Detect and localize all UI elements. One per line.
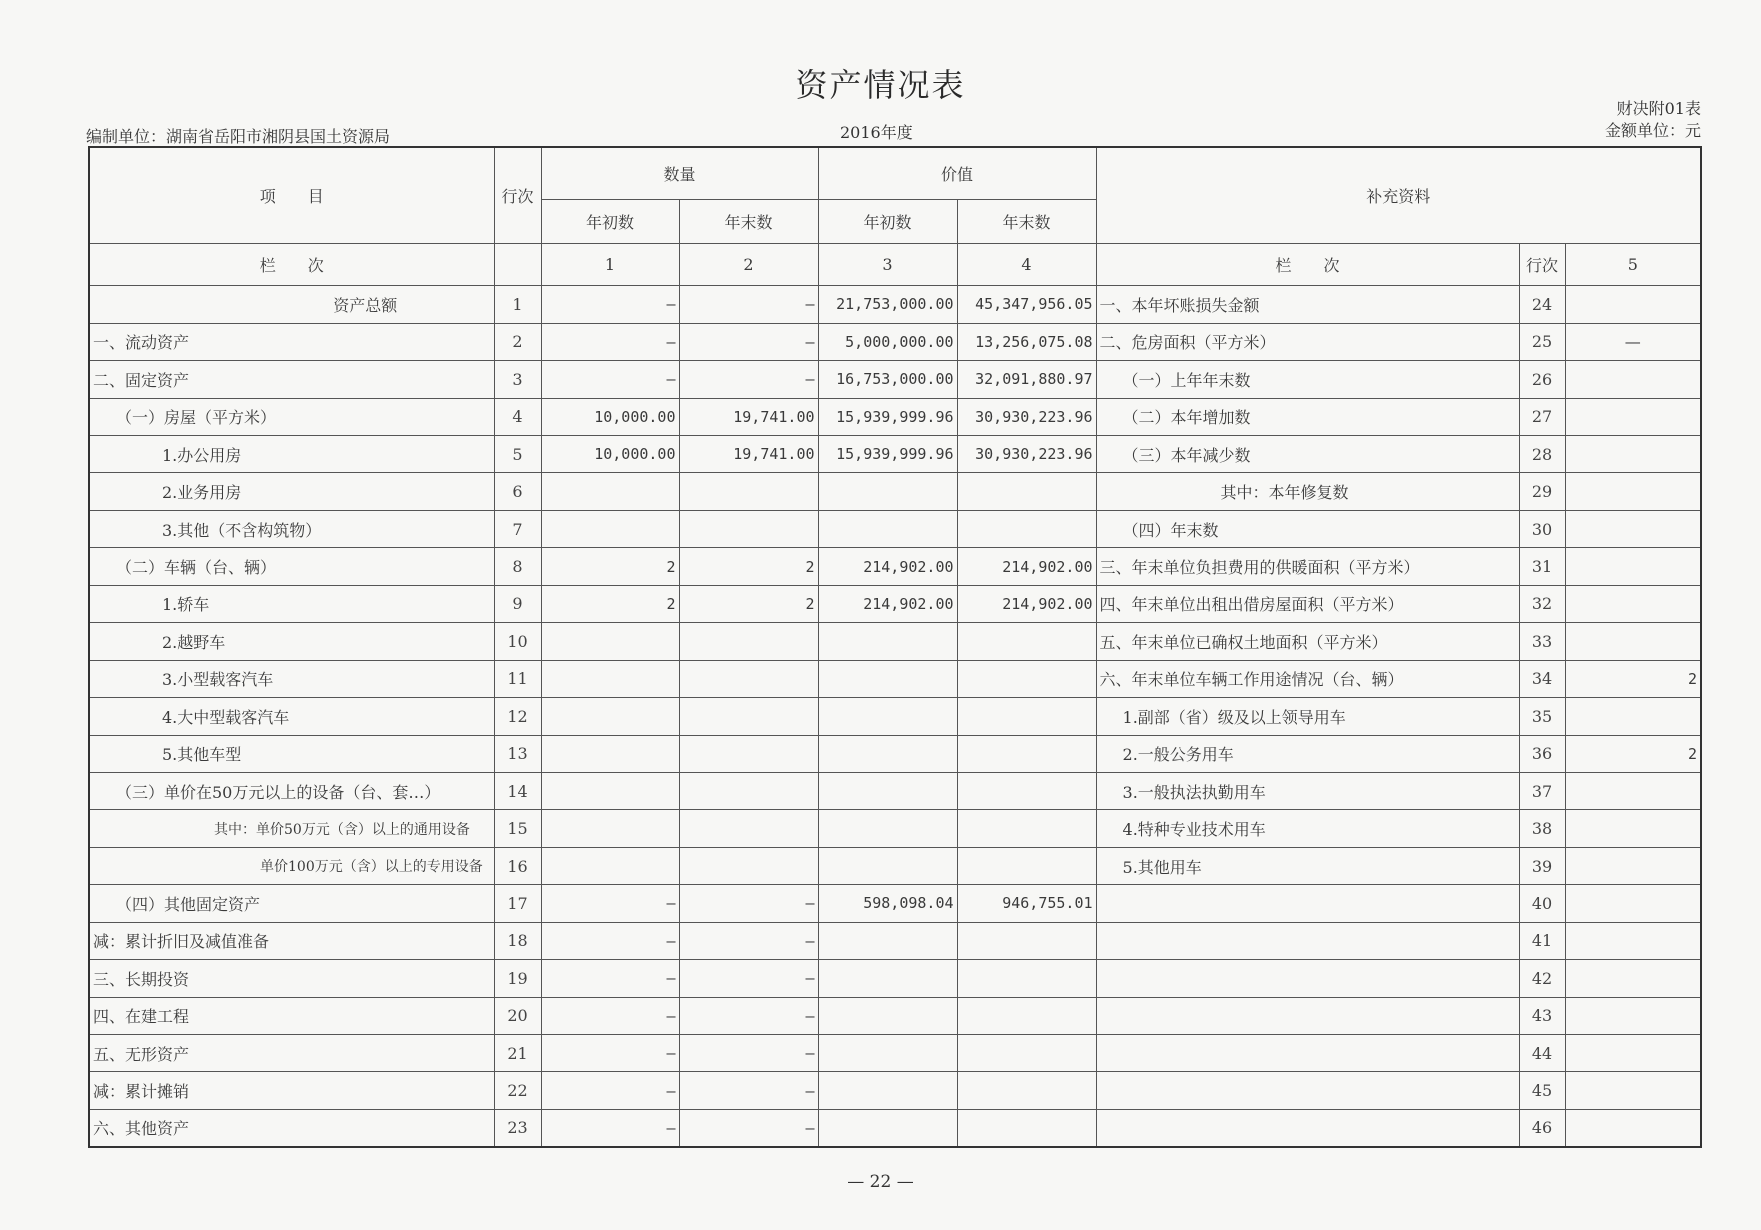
row-supplement-value [1565,922,1701,959]
row-supplement-line: 35 [1519,698,1565,735]
asset-table [88,146,1702,1148]
row-quantity-end: 2 [679,548,818,585]
supplement-column-label: 栏 次 [1096,244,1519,286]
header-quantity-end: 年末数 [679,200,818,244]
row-value-begin [818,922,957,959]
row-item: 二、固定资产 [89,361,494,398]
row-quantity-end: — [679,960,818,997]
row-item: 资产总额 [89,286,494,323]
row-quantity-end: 2 [679,585,818,622]
row-line-number: 14 [494,772,541,809]
row-value-end [957,698,1096,735]
row-quantity-begin: — [541,323,679,360]
row-item: 2.业务用房 [89,473,494,510]
table-row [89,585,1701,622]
header-value-end: 年末数 [957,200,1096,244]
row-line-number: 6 [494,473,541,510]
row-supplement-line: 38 [1519,810,1565,847]
currency-unit: 金额单位：元 [1604,121,1701,140]
row-supplement-line: 28 [1519,436,1565,473]
row-supplement-item: 二、危房面积（平方米） [1096,323,1519,360]
row-supplement-value [1565,398,1701,435]
preparing-unit: 编制单位：湖南省岳阳市湘阴县国土资源局 [86,127,391,146]
row-line-number: 16 [494,847,541,884]
page-title: 资产情况表 [795,66,966,104]
row-line-number: 13 [494,735,541,772]
table-row [89,286,1701,323]
row-supplement-value [1565,1109,1701,1147]
row-line-number: 5 [494,436,541,473]
column-number-4: 4 [957,244,1096,286]
row-line-number: 11 [494,660,541,697]
row-item: （二）车辆（台、辆） [89,548,494,585]
row-value-end [957,473,1096,510]
row-value-end [957,660,1096,697]
row-item: 单价100万元（含）以上的专用设备 [89,847,494,884]
row-quantity-end: 19,741.00 [679,398,818,435]
row-supplement-item: （二）本年增加数 [1096,398,1519,435]
header-item: 项 目 [89,147,494,244]
row-value-begin [818,698,957,735]
row-value-end: 214,902.00 [957,585,1096,622]
row-quantity-begin: — [541,1072,679,1109]
row-value-end [957,1072,1096,1109]
row-supplement-line: 24 [1519,286,1565,323]
row-quantity-begin: — [541,1035,679,1072]
row-item: （一）房屋（平方米） [89,398,494,435]
table-row [89,323,1701,360]
table-row [89,398,1701,435]
row-quantity-end: — [679,361,818,398]
row-value-begin: 214,902.00 [818,548,957,585]
row-value-end [957,1035,1096,1072]
table-row [89,922,1701,959]
row-supplement-item [1096,960,1519,997]
column-number-3: 3 [818,244,957,286]
header-line: 行次 [494,147,541,244]
row-supplement-item: （三）本年减少数 [1096,436,1519,473]
table-row [89,847,1701,884]
row-supplement-value [1565,548,1701,585]
row-quantity-end [679,473,818,510]
row-value-end: 30,930,223.96 [957,436,1096,473]
row-quantity-begin: — [541,286,679,323]
row-quantity-end [679,735,818,772]
row-supplement-item: （四）年末数 [1096,510,1519,547]
row-quantity-end [679,510,818,547]
row-item: 其中：单价50万元（含）以上的通用设备 [89,810,494,847]
row-value-begin [818,1035,957,1072]
row-supplement-item [1096,1035,1519,1072]
row-quantity-begin [541,772,679,809]
row-supplement-item: 其中：本年修复数 [1096,473,1519,510]
row-value-end [957,810,1096,847]
row-quantity-end: — [679,1035,818,1072]
row-line-number: 3 [494,361,541,398]
row-value-end [957,847,1096,884]
row-quantity-begin [541,660,679,697]
row-value-end: 32,091,880.97 [957,361,1096,398]
row-supplement-item: 三、年末单位负担费用的供暖面积（平方米） [1096,548,1519,585]
table-row [89,698,1701,735]
row-quantity-begin [541,623,679,660]
row-supplement-item: 四、年末单位出租出借房屋面积（平方米） [1096,585,1519,622]
row-supplement-value [1565,585,1701,622]
row-line-number: 9 [494,585,541,622]
row-value-end: 30,930,223.96 [957,398,1096,435]
row-item: 减：累计摊销 [89,1072,494,1109]
row-line-number: 18 [494,922,541,959]
row-supplement-item: 3.一般执法执勤用车 [1096,772,1519,809]
row-supplement-line: 30 [1519,510,1565,547]
row-quantity-end [679,847,818,884]
table-row [89,660,1701,697]
header-value: 价值 [818,147,1096,200]
row-supplement-line: 42 [1519,960,1565,997]
row-supplement-value: 2 [1565,660,1701,697]
row-supplement-value [1565,698,1701,735]
row-supplement-value [1565,847,1701,884]
table-row [89,997,1701,1034]
row-line-number: 2 [494,323,541,360]
row-line-number: 17 [494,885,541,922]
row-value-begin [818,1109,957,1147]
row-supplement-value: — [1565,323,1701,360]
row-line-number: 19 [494,960,541,997]
row-quantity-end: — [679,1072,818,1109]
row-quantity-begin [541,810,679,847]
row-quantity-end: — [679,922,818,959]
row-value-begin [818,510,957,547]
row-supplement-value [1565,510,1701,547]
header-value-begin: 年初数 [818,200,957,244]
row-quantity-begin [541,735,679,772]
row-value-begin: 214,902.00 [818,585,957,622]
row-supplement-line: 40 [1519,885,1565,922]
row-value-end [957,623,1096,660]
row-supplement-line: 36 [1519,735,1565,772]
table-row [89,548,1701,585]
row-line-number: 15 [494,810,541,847]
row-value-end [957,922,1096,959]
row-line-number: 22 [494,1072,541,1109]
table-row [89,810,1701,847]
row-quantity-end: — [679,885,818,922]
row-value-begin [818,1072,957,1109]
row-item: （三）单价在50万元以上的设备（台、套…） [89,772,494,809]
row-supplement-value [1565,623,1701,660]
row-supplement-item [1096,922,1519,959]
row-quantity-begin [541,698,679,735]
row-quantity-begin: 10,000.00 [541,398,679,435]
table-row [89,735,1701,772]
row-line-number: 4 [494,398,541,435]
row-quantity-begin [541,473,679,510]
column-label-line [494,244,541,286]
row-supplement-item: 六、年末单位车辆工作用途情况（台、辆） [1096,660,1519,697]
row-quantity-begin: 2 [541,585,679,622]
row-quantity-end [679,698,818,735]
row-value-begin [818,847,957,884]
row-supplement-item: 一、本年坏账损失金额 [1096,286,1519,323]
table-row [89,885,1701,922]
row-value-begin: 21,753,000.00 [818,286,957,323]
table-row [89,510,1701,547]
row-item: 1.轿车 [89,585,494,622]
row-supplement-line: 33 [1519,623,1565,660]
row-supplement-item: （一）上年年末数 [1096,361,1519,398]
row-supplement-line: 34 [1519,660,1565,697]
row-value-begin: 5,000,000.00 [818,323,957,360]
row-quantity-begin: — [541,922,679,959]
row-supplement-item: 五、年末单位已确权土地面积（平方米） [1096,623,1519,660]
row-value-end [957,960,1096,997]
row-item: 一、流动资产 [89,323,494,360]
header-quantity-begin: 年初数 [541,200,679,244]
row-value-begin [818,997,957,1034]
row-value-begin: 16,753,000.00 [818,361,957,398]
row-supplement-value [1565,960,1701,997]
row-line-number: 8 [494,548,541,585]
row-supplement-value [1565,810,1701,847]
row-line-number: 23 [494,1109,541,1147]
row-line-number: 10 [494,623,541,660]
row-value-end [957,735,1096,772]
row-supplement-line: 41 [1519,922,1565,959]
row-item: 四、在建工程 [89,997,494,1034]
row-quantity-begin: — [541,960,679,997]
row-quantity-end: — [679,323,818,360]
row-item: 4.大中型载客汽车 [89,698,494,735]
row-quantity-end [679,772,818,809]
row-supplement-line: 44 [1519,1035,1565,1072]
row-value-begin [818,473,957,510]
row-supplement-item [1096,997,1519,1034]
row-quantity-begin: — [541,997,679,1034]
row-quantity-begin: 10,000.00 [541,436,679,473]
row-supplement-line: 37 [1519,772,1565,809]
row-supplement-line: 31 [1519,548,1565,585]
row-quantity-end [679,660,818,697]
header-quantity: 数量 [541,147,818,200]
row-quantity-end [679,623,818,660]
row-supplement-item [1096,885,1519,922]
table-row [89,361,1701,398]
row-supplement-item [1096,1072,1519,1109]
row-value-begin [818,960,957,997]
row-supplement-value [1565,997,1701,1034]
row-value-begin: 15,939,999.96 [818,398,957,435]
row-item: 5.其他车型 [89,735,494,772]
row-value-begin: 598,098.04 [818,885,957,922]
form-number: 财决附01表 [1616,99,1701,118]
table-row [89,473,1701,510]
row-value-end [957,1109,1096,1147]
row-value-end: 45,347,956.05 [957,286,1096,323]
header-supplement: 补充资料 [1096,147,1701,244]
row-supplement-line: 43 [1519,997,1565,1034]
row-supplement-line: 39 [1519,847,1565,884]
supplement-line-header: 行次 [1519,244,1565,286]
row-supplement-item: 4.特种专业技术用车 [1096,810,1519,847]
row-supplement-value [1565,473,1701,510]
row-quantity-begin [541,847,679,884]
table-row [89,772,1701,809]
row-value-begin [818,772,957,809]
row-value-begin: 15,939,999.96 [818,436,957,473]
row-quantity-end: 19,741.00 [679,436,818,473]
row-quantity-begin: — [541,361,679,398]
row-supplement-line: 29 [1519,473,1565,510]
row-item: 三、长期投资 [89,960,494,997]
row-supplement-item: 1.副部（省）级及以上领导用车 [1096,698,1519,735]
row-supplement-item: 5.其他用车 [1096,847,1519,884]
row-supplement-item [1096,1109,1519,1147]
row-line-number: 12 [494,698,541,735]
column-number-2: 2 [679,244,818,286]
row-item: 1.办公用房 [89,436,494,473]
table-row [89,960,1701,997]
row-line-number: 7 [494,510,541,547]
row-supplement-line: 27 [1519,398,1565,435]
column-label: 栏 次 [89,244,494,286]
row-value-end: 214,902.00 [957,548,1096,585]
row-supplement-value [1565,1035,1701,1072]
row-line-number: 20 [494,997,541,1034]
row-value-end [957,997,1096,1034]
row-supplement-line: 25 [1519,323,1565,360]
row-supplement-line: 45 [1519,1072,1565,1109]
row-supplement-value [1565,772,1701,809]
row-supplement-value: 2 [1565,735,1701,772]
row-value-begin [818,735,957,772]
row-supplement-item: 2.一般公务用车 [1096,735,1519,772]
row-value-begin [818,623,957,660]
row-line-number: 1 [494,286,541,323]
row-supplement-line: 32 [1519,585,1565,622]
table-row [89,1072,1701,1109]
row-item: （四）其他固定资产 [89,885,494,922]
table-row [89,1109,1701,1147]
table-row [89,436,1701,473]
row-supplement-line: 26 [1519,361,1565,398]
row-quantity-begin: 2 [541,548,679,585]
row-item: 3.其他（不含构筑物） [89,510,494,547]
row-value-begin [818,810,957,847]
row-quantity-begin: — [541,885,679,922]
row-supplement-value [1565,361,1701,398]
row-item: 3.小型载客汽车 [89,660,494,697]
row-quantity-begin: — [541,1109,679,1147]
row-item: 六、其他资产 [89,1109,494,1147]
column-number-5: 5 [1565,244,1701,286]
row-item: 五、无形资产 [89,1035,494,1072]
row-value-end [957,772,1096,809]
row-quantity-end: — [679,286,818,323]
row-supplement-value [1565,1072,1701,1109]
row-supplement-value [1565,436,1701,473]
row-quantity-begin [541,510,679,547]
row-supplement-line: 46 [1519,1109,1565,1147]
row-quantity-end: — [679,1109,818,1147]
fiscal-year: 2016年度 [840,123,913,142]
row-item: 2.越野车 [89,623,494,660]
row-value-end: 946,755.01 [957,885,1096,922]
table-row [89,1035,1701,1072]
row-supplement-value [1565,286,1701,323]
row-quantity-end: — [679,997,818,1034]
row-quantity-end [679,810,818,847]
row-value-end [957,510,1096,547]
table-row [89,623,1701,660]
row-line-number: 21 [494,1035,541,1072]
page-number: — 22 — [847,1172,914,1192]
row-value-begin [818,660,957,697]
column-number-1: 1 [541,244,679,286]
row-value-end: 13,256,075.08 [957,323,1096,360]
row-supplement-value [1565,885,1701,922]
row-item: 减：累计折旧及减值准备 [89,922,494,959]
